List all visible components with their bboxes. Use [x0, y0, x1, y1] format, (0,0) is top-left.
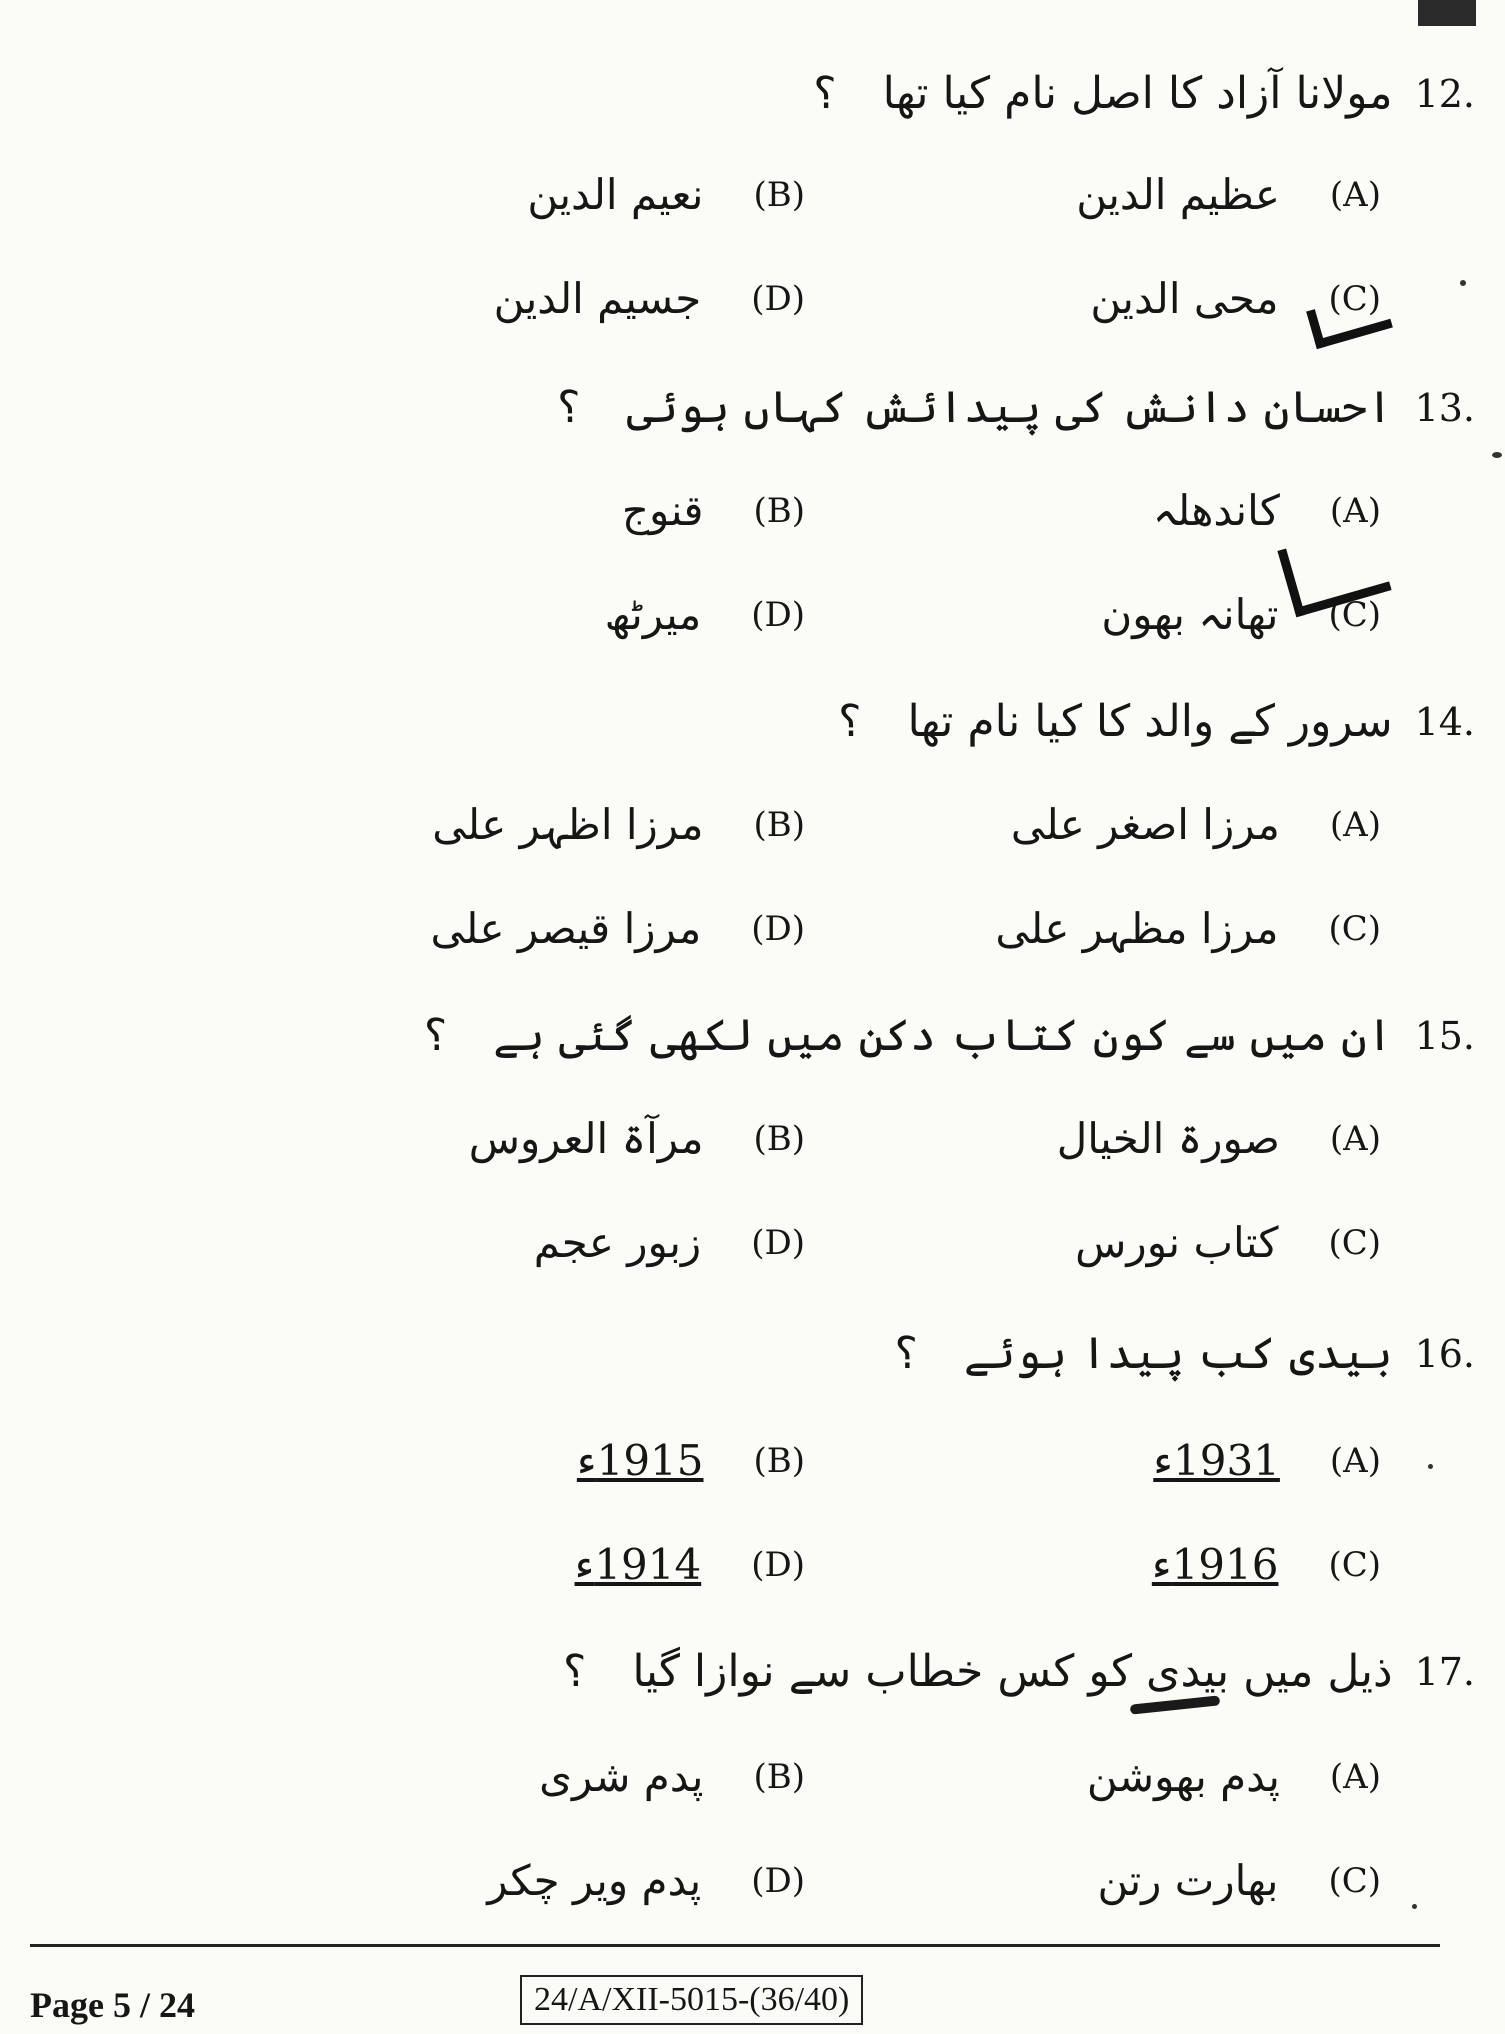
question-text: بیدی کب پیدا ہوئے — [963, 1328, 1393, 1379]
option-label: (A) — [1329, 490, 1381, 531]
question-15 — [424, 1010, 1475, 1061]
option-text: زبور عجم — [533, 1218, 702, 1267]
option-d[interactable] — [487, 1856, 805, 1905]
option-text: مرآۃ العروس — [468, 1114, 704, 1163]
option-a[interactable] — [1011, 800, 1381, 849]
option-label: (A) — [1329, 1756, 1381, 1797]
option-c[interactable] — [995, 904, 1381, 953]
question-text: ان میں سے کون کتاب دکن میں لکھی گئی ہے — [493, 1010, 1393, 1061]
option-text: صورۃ الخیال — [1056, 1114, 1280, 1163]
option-text: 1931ء — [1153, 1436, 1280, 1485]
option-text: پدم بھوشن — [1086, 1752, 1280, 1801]
option-d[interactable] — [575, 1540, 805, 1589]
option-text: عظیم الدین — [1076, 170, 1280, 219]
option-a[interactable] — [1057, 1114, 1381, 1163]
question-mark: ؟ — [894, 1328, 918, 1379]
option-a[interactable] — [1153, 486, 1381, 535]
option-text: تھانہ بھون — [1101, 590, 1279, 639]
option-label: (A) — [1329, 804, 1381, 845]
option-text: جسیم الدین — [493, 274, 702, 323]
option-text: بھارت رتن — [1097, 1856, 1279, 1905]
option-text: 1914ء — [574, 1540, 702, 1589]
option-d[interactable] — [494, 274, 805, 323]
option-c[interactable] — [1152, 1540, 1381, 1589]
question-number: 15. — [1414, 1013, 1475, 1058]
question-mark: ؟ — [813, 68, 837, 119]
question-text: سرور کے والد کا کیا نام تھا — [907, 696, 1393, 747]
option-text: نعیم الدین — [527, 170, 704, 219]
option-text: مرزا اصغر علی — [1010, 800, 1280, 849]
option-label: (B) — [753, 1756, 805, 1797]
option-a[interactable] — [1153, 1436, 1381, 1485]
question-number: 12. — [1414, 71, 1475, 116]
question-number: 14. — [1414, 699, 1475, 744]
option-label: (D) — [751, 594, 805, 635]
option-label: (C) — [1328, 1544, 1381, 1585]
option-label: (A) — [1329, 174, 1381, 215]
option-b[interactable] — [469, 1114, 805, 1163]
option-text: کاندھلہ — [1152, 486, 1280, 535]
option-d[interactable] — [534, 1218, 805, 1267]
question-14 — [838, 696, 1475, 747]
option-b[interactable] — [432, 800, 805, 849]
option-label: (B) — [753, 804, 805, 845]
option-text: پدم ویر چکر — [487, 1856, 702, 1905]
option-label: (A) — [1329, 1440, 1381, 1481]
option-label: (C) — [1328, 908, 1381, 949]
scan-speck — [1412, 1904, 1417, 1909]
question-mark: ؟ — [557, 382, 581, 433]
option-c[interactable] — [1097, 1856, 1381, 1905]
question-number: 16. — [1414, 1331, 1475, 1376]
option-text: 1915ء — [576, 1436, 704, 1485]
option-d[interactable] — [605, 590, 805, 639]
option-text: مرزا قیصر علی — [430, 904, 702, 953]
page-number: Page 5 / 24 — [30, 1985, 195, 2025]
option-b[interactable] — [622, 486, 805, 535]
option-label: (B) — [753, 1118, 805, 1159]
option-b[interactable] — [577, 1436, 805, 1485]
option-label: (C) — [1328, 278, 1381, 319]
option-label: (A) — [1329, 1118, 1381, 1159]
option-label: (B) — [753, 1440, 805, 1481]
option-c[interactable] — [1075, 1218, 1381, 1267]
question-12 — [813, 68, 1475, 119]
option-label: (D) — [751, 1544, 805, 1585]
option-text: محی الدین — [1090, 274, 1279, 323]
question-number: 13. — [1414, 385, 1475, 430]
footer-divider — [30, 1944, 1440, 1947]
option-label: (C) — [1328, 1222, 1381, 1263]
option-a[interactable] — [1087, 1752, 1381, 1801]
question-13 — [557, 382, 1475, 433]
option-text: 1916ء — [1151, 1540, 1279, 1589]
question-mark: ؟ — [838, 696, 862, 747]
question-17 — [563, 1646, 1475, 1697]
option-label: (D) — [751, 1222, 805, 1263]
option-label: (C) — [1328, 1860, 1381, 1901]
question-number: 17. — [1414, 1649, 1475, 1694]
question-text: ذیل میں بیدی کو کس خطاب سے نوازا گیا — [632, 1646, 1393, 1697]
option-label: (D) — [751, 1860, 805, 1901]
option-text: پدم شری — [539, 1752, 704, 1801]
scan-speck — [1428, 1464, 1433, 1469]
option-text: مرزا مظہر علی — [995, 904, 1279, 953]
question-16 — [895, 1328, 1475, 1379]
option-text: قنوج — [621, 486, 704, 535]
option-b[interactable] — [527, 170, 805, 219]
question-mark: ؟ — [562, 1646, 587, 1697]
option-a[interactable] — [1076, 170, 1381, 219]
question-text: مولانا آزاد کا اصل نام کیا تھا — [882, 68, 1393, 119]
option-label: (D) — [751, 278, 805, 319]
question-mark: ؟ — [423, 1010, 448, 1061]
option-label: (B) — [753, 174, 805, 215]
option-label: (B) — [753, 490, 805, 531]
option-b[interactable] — [539, 1752, 805, 1801]
option-text: مرزا اظہر علی — [432, 800, 704, 849]
option-d[interactable] — [431, 904, 805, 953]
option-text: کتاب نورس — [1075, 1218, 1279, 1267]
option-text: میرٹھ — [604, 590, 702, 639]
paper-code: 24/A/XII-5015-(36/40) — [520, 1975, 863, 2025]
option-label: (C) — [1328, 594, 1381, 635]
corner-mark — [1418, 0, 1476, 26]
scan-speck — [1460, 280, 1466, 286]
pen-underline-mark — [1130, 1695, 1221, 1714]
option-label: (D) — [751, 908, 805, 949]
question-text: احسان دانش کی پیدائش کہاں ہوئی — [626, 382, 1393, 433]
scan-speck — [1492, 452, 1502, 458]
